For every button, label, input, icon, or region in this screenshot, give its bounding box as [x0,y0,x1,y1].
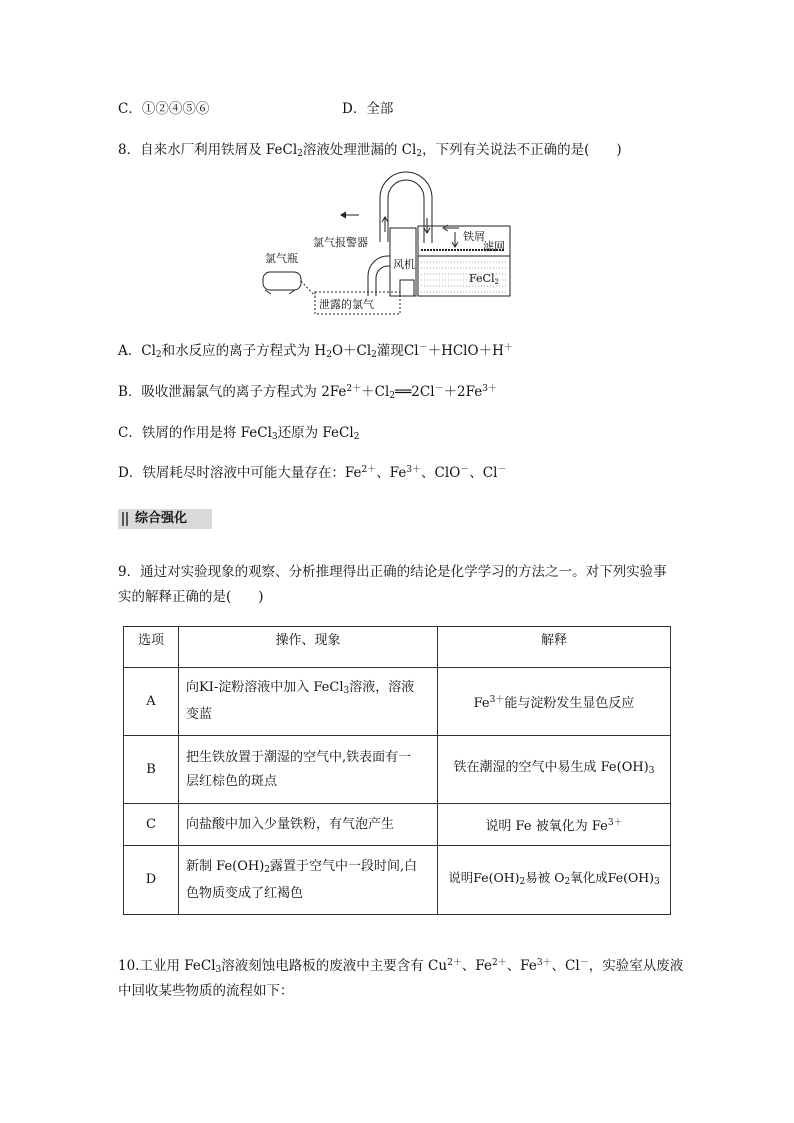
row-operation: 新制 $Fe(OH)_2$露置于空气中一段时间,白 色物质变成了红褐色 [179,846,438,915]
label-leak: 泄露的氯气 [319,298,374,311]
row-option: D [124,846,179,915]
table-row [124,736,671,804]
label-iron-filings: 铁屑 [463,230,485,243]
row-operation: 向盐酸中加入少量铁粉，有气泡产生 [179,804,438,846]
section-bars-icon [122,512,128,526]
row-option: C [124,804,179,846]
header-option: 选项 [124,627,179,668]
label-filter: 滤网 [483,240,505,253]
q9-table [123,626,671,915]
q8-option-d: D．铁屑耗尽时溶液中可能大量存在：$Fe^{2+}$、$Fe^{3+}$、ClO－、Cl－ [118,465,507,481]
q10-line2: 中回收某些物质的流程如下： [118,983,294,999]
row-option: B [124,736,179,804]
section-label: 综合强化 [135,511,188,526]
row-explanation: 说明 Fe 被氧化为 $Fe^{3+}$ [438,804,671,846]
table-row [124,804,671,846]
q8-stem: 8．自来水厂利用铁屑及 FeCl$_2$溶液处理泄漏的 $Cl_2$，下列有关说法不正确的是( ) [118,142,622,159]
label-alarm: 氯气报警器 [313,236,368,249]
row-option: A [124,668,179,736]
table-row [124,668,671,736]
table-header-row [124,627,671,668]
q9-line2: 实的解释正确的是( ) [118,589,264,605]
q9-line1: 9．通过对实验现象的观察、分析推理得出正确的结论是化学学习的方法之一。对下列实验事 [118,564,667,580]
row-operation: 向KI-淀粉溶液中加入 FeCl$_3$溶液，溶液 变蓝 [179,668,438,736]
option-c: C．①②④⑤⑥ [118,101,210,117]
section-tag [118,509,212,529]
label-fan: 风机 [393,258,415,271]
row-explanation: 铁在潮湿的空气中易生成 $Fe(OH)_3$ [438,736,671,804]
label-fecl2: FeCl2 [469,272,499,286]
q8-option-c: C．铁屑的作用是将 FeCl$_3$还原为 FeCl$_2$ [118,425,360,442]
q10-line1: 10.工业用 FeCl$_3$溶液刻蚀电路板的废液中主要含有 $Cu^{2+}$、$Fe^{2+}$、$Fe^{3+}$、Cl－，实验室从废液 [118,958,684,975]
option-d: D．全部 [342,101,394,117]
header-operation: 操作、现象 [179,627,438,668]
q8-option-a: A．$Cl_2$和水反应的离子方程式为 $H_2O+Cl_2$灌现Cl－＋HClO＋H＋ [118,343,513,360]
label-bottle: 氯气瓶 [265,252,298,265]
q8-option-b: B．吸收泄漏氯气的离子方程式为 $2Fe^{2+}+Cl_2══2Cl^-+2Fe^{3+}$ [118,384,498,401]
row-operation: 把生铁放置于潮湿的空气中,铁表面有一 层红棕色的斑点 [179,736,438,804]
row-explanation: $Fe^{3+}$能与淀粉发生显色反应 [438,668,671,736]
row-explanation: 说明$Fe(OH)_2$易被 $O_2$氧化成$Fe(OH)_3$ [438,846,671,915]
chlorine-treatment-diagram [255,168,520,318]
header-explanation: 解释 [438,627,671,668]
table-row [124,846,671,915]
